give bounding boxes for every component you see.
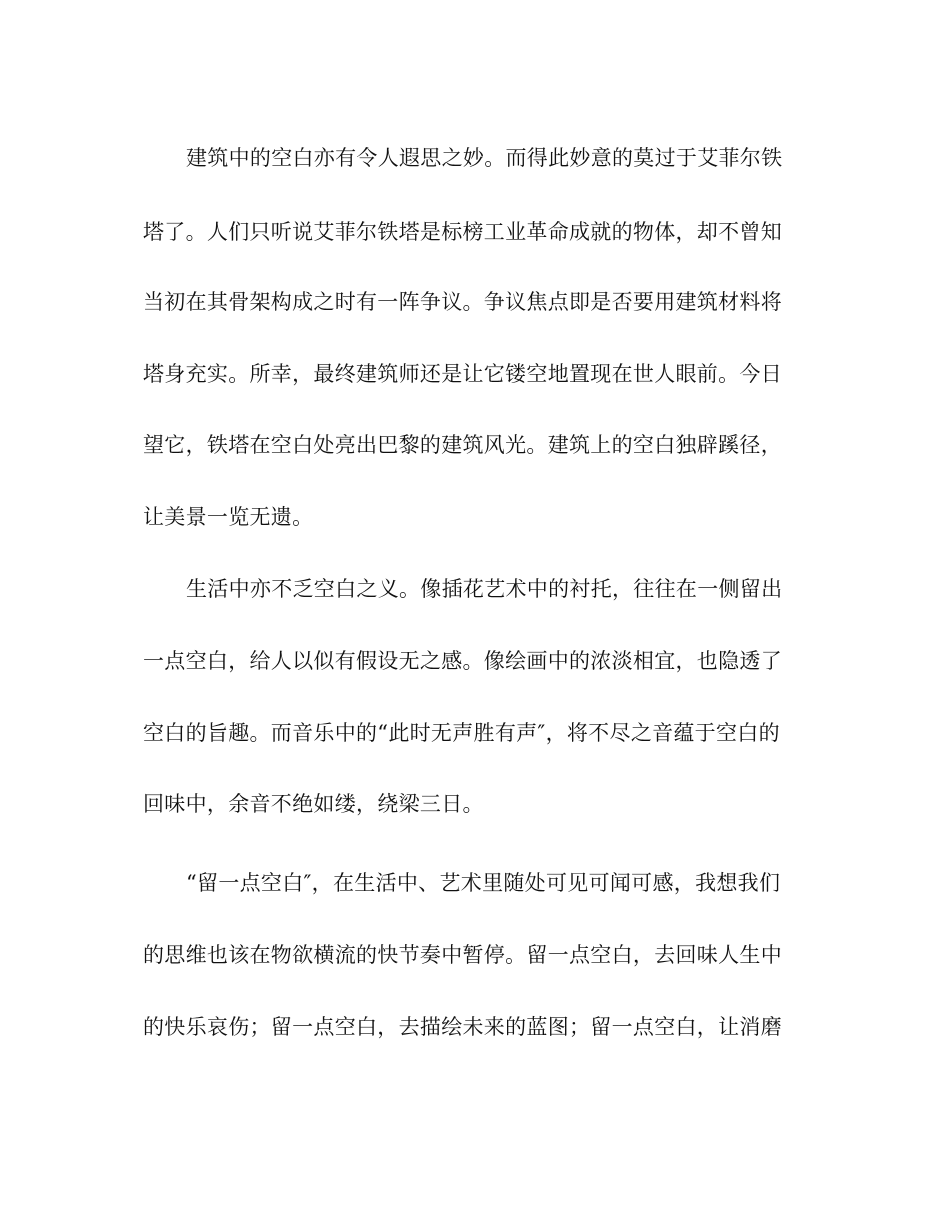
paragraph-3-line-3: 的快乐哀伤；留一点空白，去描绘未来的蓝图；留一点空白，让消磨: [143, 1015, 782, 1039]
paragraph-2-line-2: 一点空白，给人以似有假设无之感。像绘画中的浓淡相宜，也隐透了: [143, 649, 782, 673]
paragraph-2-line-3: 空白的旨趣。而音乐中的“此时无声胜有声″，将不尽之音蕴于空白的: [143, 721, 780, 745]
paragraph-2-line-1: 生活中亦不乏空白之义。像插花艺术中的衬托，往往在一侧留出: [186, 577, 783, 601]
paragraph-1-line-2: 塔了。人们只听说艾菲尔铁塔是标榜工业革命成就的物体，却不曾知: [143, 220, 782, 244]
paragraph-2-line-4: 回味中，余音不绝如缕，绕梁三日。: [143, 792, 484, 816]
paragraph-1-line-6: 让美景一览无遗。: [143, 505, 314, 529]
paragraph-1-line-5: 望它，铁塔在空白处亮出巴黎的建筑风光。建筑上的空白独辟蹊径，: [143, 433, 782, 457]
paragraph-1-line-3: 当初在其骨架构成之时有一阵争议。争议焦点即是否要用建筑材料将: [143, 290, 782, 314]
paragraph-3-line-1: “留一点空白″，在生活中、艺术里随处可见可闻可感，我想我们: [186, 871, 781, 895]
paragraph-1-line-4: 塔身充实。所幸，最终建筑师还是让它镂空地置现在世人眼前。今日: [143, 362, 782, 386]
paragraph-1-line-1: 建筑中的空白亦有令人遐思之妙。而得此妙意的莫过于艾菲尔铁: [186, 146, 783, 170]
paragraph-3-line-2: 的思维也该在物欲横流的快节奏中暂停。留一点空白，去回味人生中: [143, 943, 782, 967]
